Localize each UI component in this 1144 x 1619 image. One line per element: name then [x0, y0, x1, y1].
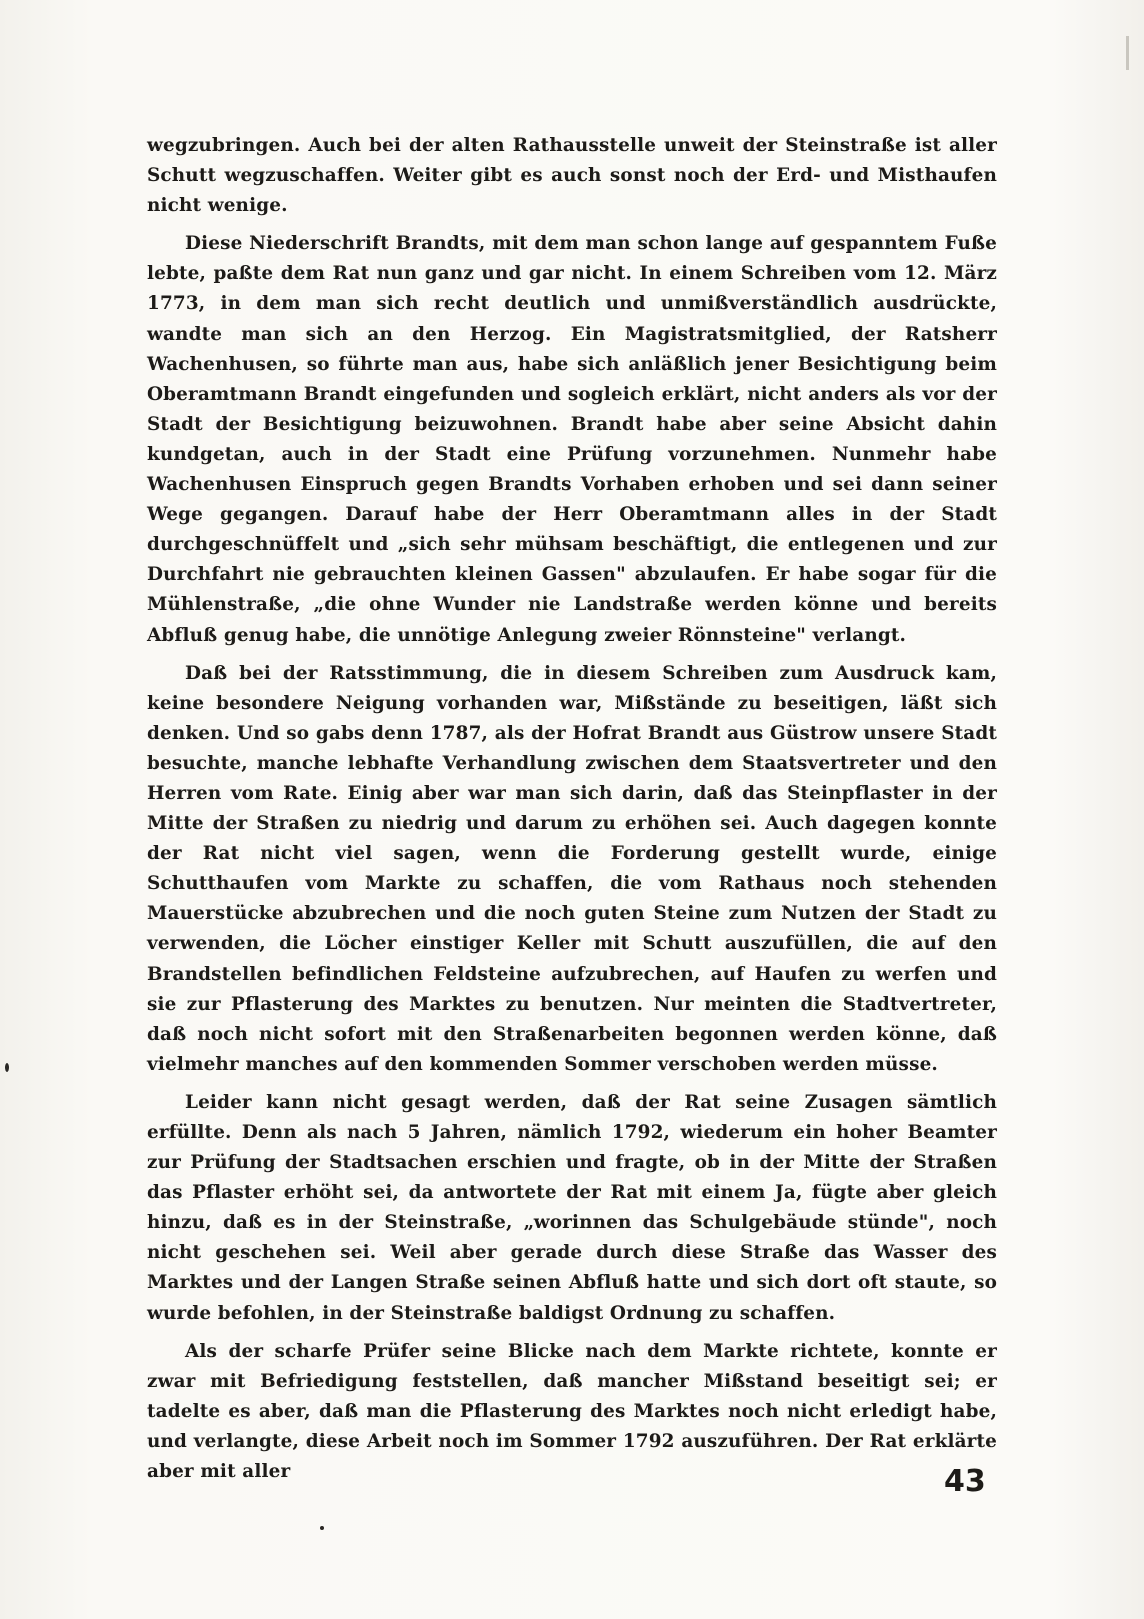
ink-speck — [5, 1063, 9, 1072]
paragraph-3: Daß bei der Ratsstimmung, die in diesem Schreiben zum Ausdruck kam, keine besondere Neigung vorhanden war, Mißstände zu beseitigen, läßt sich denken. Und so gabs denn 1787, als der Hofrat Brandt aus Güstrow unsere Stadt besuchte, manche lebhafte Verhandlung zwischen dem Staatsvertreter und den Herren vom Rate. Einig aber war man sich darin, daß das Steinpflaster in der Mitte der Straßen zu niedrig und darum zu erhöhen sei. Auch dagegen konnte der Rat nicht viel sagen, wenn die Forderung gestellt wurde, einige Schutthaufen vom Markte zu schaffen, die vom Rathaus noch stehenden Mauerstücke abzubrechen und die noch guten Steine zum Nutzen der Stadt zu verwenden, die Löcher einstiger Keller mit Schutt auszufüllen, die auf den Brandstellen befindlichen Feldsteine aufzubrechen, auf Haufen zu werfen und sie zur Pflasterung des Marktes zu benutzen. Nur meinten die Stadtvertreter, daß noch nicht sofort mit den Straßenarbeiten begonnen werden könne, daß vielmehr manches auf den kommenden Sommer verschoben werden müsse. — [147, 662, 997, 1075]
page-number: 43 — [944, 1464, 986, 1499]
ink-speck — [320, 1526, 324, 1530]
paragraph-2: Diese Niederschrift Brandts, mit dem man schon lange auf gespanntem Fuße lebte, paßte dem Rat nun ganz und gar nicht. In einem Schreiben vom 12. März 1773, in dem man sich recht deutlich und unmißverständlich ausdrückte, wandte man sich an den Herzog. Ein Magistratsmitglied, der Ratsherr Wachenhusen, so führte man aus, habe sich anläßlich jener Besichtigung beim Oberamtmann Brandt eingefunden und sogleich erklärt, nicht anders als vor der Stadt der Besichtigung beizuwohnen. Brandt habe aber seine Absicht dahin kundgetan, auch in der Stadt eine Prüfung vorzunehmen. Nunmehr habe Wachenhusen Einspruch gegen Brandts Vorhaben erhoben und sei dann seiner Wege gegangen. Darauf habe der Herr Oberamtmann alles in der Stadt durchgeschnüffelt und „sich sehr mühsam beschäftigt, die entlegenen und zur Durchfahrt nie gebrauchten kleinen Gassen" abzulaufen. Er habe sogar für die Mühlenstraße, „die ohne Wunder nie Landstraße werden könne und bereits Abfluß genug habe, die unnötige Anlegung zweier Rönnsteine" verlangt. — [147, 233, 997, 646]
body-text — [147, 131, 997, 1495]
paragraph-5: Als der scharfe Prüfer seine Blicke nach dem Markte richtete, konnte er zwar mit Befriedigung feststellen, daß mancher Mißstand beseitigt sei; er tadelte es aber, daß man die Pflasterung des Marktes noch nicht erledigt habe, und verlangte, diese Arbeit noch im Sommer 1792 auszuführen. Der Rat erklärte aber mit aller — [147, 1340, 997, 1483]
binding-edge-mark — [1126, 36, 1129, 70]
paragraph-4: Leider kann nicht gesagt werden, daß der Rat seine Zusagen sämtlich erfüllte. Denn als nach 5 Jahren, nämlich 1792, wiederum ein hoher Beamter zur Prüfung der Stadtsachen erschien und fragte, ob in der Mitte der Straßen das Pflaster erhöht sei, da antwortete der Rat mit einem Ja, fügte aber gleich hinzu, daß es in der Steinstraße, „worinnen das Schulgebäude stünde", noch nicht geschehen sei. Weil aber gerade durch diese Straße das Wasser des Marktes und der Langen Straße seinen Abfluß hatte und sich dort oft staute, so wurde befohlen, in der Steinstraße baldigst Ordnung zu schaffen. — [147, 1091, 997, 1324]
paragraph-1: wegzubringen. Auch bei der alten Rathausstelle unweit der Steinstraße ist aller Schutt wegzuschaffen. Weiter gibt es auch sonst noch der Erd- und Misthaufen nicht wenige. — [147, 135, 997, 217]
